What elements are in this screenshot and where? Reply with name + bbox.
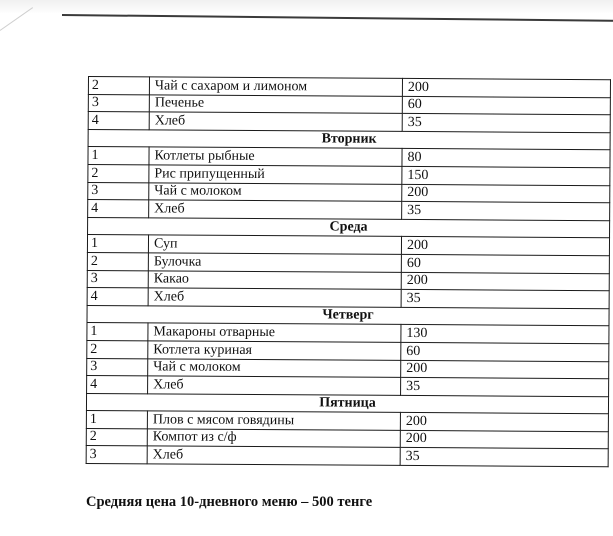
item-number-cell: 3 [88, 94, 149, 112]
menu-table-body [86, 77, 610, 467]
price-cell: 200 [401, 272, 609, 291]
price-cell: 200 [402, 184, 610, 203]
dish-name-cell: Рис припущенный [149, 165, 402, 184]
dish-name-cell: Хлеб [148, 288, 401, 307]
item-number-cell: 1 [88, 147, 149, 165]
price-cell: 150 [402, 166, 610, 185]
price-cell: 60 [401, 254, 609, 273]
item-number-cell: 2 [87, 252, 148, 270]
item-number-cell: 4 [87, 288, 148, 306]
price-cell: 35 [402, 202, 610, 221]
price-cell: 200 [402, 78, 610, 97]
dish-name-cell: Котлеты рыбные [149, 147, 402, 166]
dish-name-cell: Суп [148, 235, 401, 254]
price-cell: 80 [402, 149, 610, 168]
price-cell: 200 [400, 413, 608, 432]
dish-name-cell: Хлеб [149, 112, 402, 131]
day-header: Вторник [88, 129, 610, 150]
price-cell: 200 [400, 430, 608, 449]
item-number-cell: 4 [88, 200, 149, 218]
item-number-cell: 3 [86, 446, 147, 464]
price-cell: 130 [401, 325, 609, 344]
dish-name-cell: Печенье [149, 94, 402, 113]
item-number-cell: 1 [86, 411, 147, 429]
item-number-cell: 2 [87, 340, 148, 358]
dish-name-cell: Плов с мясом говядины [147, 411, 400, 430]
day-header: Пятница [86, 393, 608, 414]
dish-name-cell: Хлеб [149, 200, 402, 219]
dish-name-cell: Хлеб [148, 376, 401, 395]
price-cell: 35 [402, 114, 610, 133]
price-cell: 60 [402, 96, 610, 115]
table-row [86, 446, 608, 467]
dish-name-cell: Чай с сахаром и лимоном [149, 77, 402, 96]
dish-name-cell: Булочка [148, 253, 401, 272]
item-number-cell: 4 [88, 112, 149, 130]
dish-name-cell: Чай с молоком [149, 182, 402, 201]
item-number-cell: 1 [87, 323, 148, 341]
item-number-cell: 2 [88, 77, 149, 95]
dish-name-cell: Котлета куриная [148, 341, 401, 360]
item-number-cell: 2 [86, 428, 147, 446]
item-number-cell: 3 [87, 270, 148, 288]
dish-name-cell: Макароны отварные [148, 323, 401, 342]
item-number-cell: 4 [87, 376, 148, 394]
price-cell: 35 [401, 378, 609, 397]
day-header: Среда [88, 217, 610, 238]
item-number-cell: 1 [87, 235, 148, 253]
price-cell: 60 [401, 342, 609, 361]
price-cell: 35 [400, 448, 608, 467]
dish-name-cell: Чай с молоком [148, 358, 401, 377]
day-header: Четверг [87, 305, 609, 326]
item-number-cell: 3 [87, 358, 148, 376]
average-price-note: Средняя цена 10-дневного меню – 500 тенге [86, 494, 373, 510]
dish-name-cell: Хлеб [147, 446, 400, 465]
price-cell: 200 [401, 237, 609, 256]
item-number-cell: 3 [88, 182, 149, 200]
dish-name-cell: Какао [148, 270, 401, 289]
item-number-cell: 2 [88, 164, 149, 182]
price-cell: 200 [401, 360, 609, 379]
menu-table [86, 76, 611, 467]
dish-name-cell: Компот из с/ф [147, 429, 400, 448]
price-cell: 35 [401, 290, 609, 309]
